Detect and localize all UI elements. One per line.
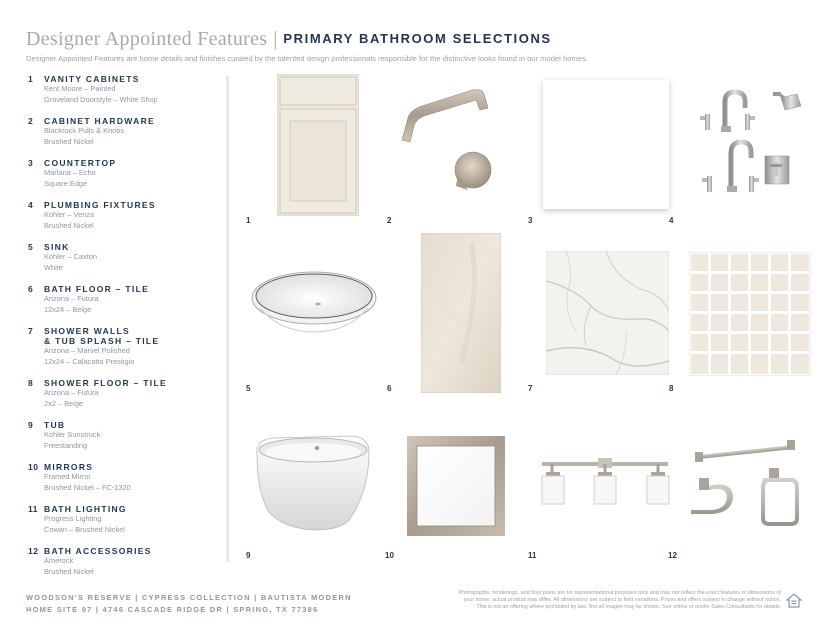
item-name: PLUMBING FIXTURES (44, 200, 156, 210)
disclaimer-line: your home; actual product may differ. All dimensions are subject to field variations. Prices and offers subject to change without notice. (463, 597, 781, 603)
page-subtitle: Designer Appointed Features are home details and finishes curated by the talented design professionals responsible for the distinctive looks found in our model homes. (26, 54, 588, 63)
list-item (28, 242, 218, 273)
grid-label: 3 (528, 216, 533, 225)
community-info (26, 592, 352, 616)
list-item (28, 462, 218, 493)
item-detail: Amerock (44, 556, 74, 565)
item-detail: Framed Mirror (44, 472, 91, 481)
item-detail: Kohler Sunstruck (44, 430, 101, 439)
item-detail: Arizona – Futura (44, 294, 99, 303)
item-name: BATH FLOOR – TILE (44, 284, 150, 294)
item-detail: Cowan – Brushed Nickel (44, 524, 125, 534)
tub-swatch (253, 432, 373, 532)
item-detail: 12x24 – Beige (44, 304, 92, 314)
item-name: VANITY CABINETS (44, 74, 140, 84)
item-name: TUB (44, 420, 66, 430)
item-number: 11 (28, 504, 38, 514)
item-detail: Blackrock Pulls & Knobs (44, 126, 125, 135)
item-number: 10 (28, 462, 39, 472)
list-item (28, 74, 218, 105)
item-number: 12 (28, 546, 39, 556)
item-detail: Brushed Nickel (44, 220, 94, 230)
item-detail: Kohler – Caxton (44, 252, 97, 261)
plumbing-fixtures-swatch (693, 86, 813, 201)
disclaimer-line: This is not an offering where prohibited by law. Not all images may be shown. See online or onsite Sales Consultants for details. (476, 604, 781, 610)
item-detail: White (44, 262, 63, 272)
item-detail: Arizona – Marvel Polished (44, 346, 130, 355)
list-item (28, 546, 218, 577)
page-header (26, 28, 816, 63)
grid-label: 9 (246, 551, 251, 560)
grid-label: 12 (668, 551, 677, 560)
shower-floor-tile-swatch (689, 252, 811, 376)
item-number: 1 (28, 74, 34, 84)
item-detail: 12x24 – Calacatta Prestigio (44, 356, 135, 366)
community-line: WOODSON'S RESERVE | CYPRESS COLLECTION | BAUTISTA MODERN (26, 593, 352, 602)
sink-swatch (250, 268, 378, 336)
grid-label: 11 (528, 551, 537, 560)
item-detail: Brushed Nickel (44, 136, 94, 146)
list-item (28, 326, 218, 367)
item-detail: Freestanding (44, 440, 88, 450)
item-detail: Brushed Nickel – FC-1320 (44, 482, 131, 492)
disclaimer-line: Photographs, renderings, and floor plans are for representational purposes only and may not reflect the exact features or dimensions of (458, 590, 781, 596)
bath-accessories-swatch (689, 436, 809, 526)
shower-wall-tile-swatch (546, 251, 669, 375)
grid-label: 4 (669, 216, 674, 225)
item-number: 7 (28, 326, 34, 336)
item-name: SHOWER FLOOR – TILE (44, 378, 167, 388)
list-item (28, 200, 218, 231)
item-name: COUNTERTOP (44, 158, 117, 168)
bath-lighting-swatch (538, 456, 672, 506)
item-number: 5 (28, 242, 34, 252)
bath-floor-tile-swatch (421, 233, 501, 393)
item-detail: Brushed Nickel (44, 566, 94, 576)
item-number: 6 (28, 284, 34, 294)
item-detail: Kent Moore – Painted (44, 84, 116, 93)
selections-list (28, 74, 218, 577)
item-name: CABINET HARDWARE (44, 116, 155, 126)
page-title: Designer Appointed Features (26, 28, 268, 50)
address-line: HOME SITE 97 | 4746 CASCADE RIDGE DR | SPRING, TX 77386 (26, 605, 319, 614)
section-title: PRIMARY BATHROOM SELECTIONS (283, 31, 552, 46)
equal-housing-opportunity-icon (786, 593, 802, 609)
grid-label: 10 (385, 551, 394, 560)
list-item (28, 284, 218, 315)
list-item (28, 378, 218, 409)
countertop-swatch (543, 80, 669, 209)
grid-label: 1 (246, 216, 251, 225)
grid-label: 8 (669, 384, 674, 393)
item-detail: Square Edge (44, 178, 88, 188)
item-name: SINK (44, 242, 70, 252)
grid-label: 5 (246, 384, 251, 393)
vertical-divider (226, 76, 229, 562)
item-name-continued: & TUB SPLASH – TILE (44, 336, 160, 346)
grid-label: 7 (528, 384, 533, 393)
item-detail: Groveland Doorstyle – White Shoji (44, 94, 157, 104)
item-name: MIRRORS (44, 462, 94, 472)
item-number: 4 (28, 200, 34, 210)
grid-label: 2 (387, 216, 392, 225)
item-number: 9 (28, 420, 34, 430)
item-detail: 2x2 – Beige (44, 398, 84, 408)
item-detail: Kohler – Venza (44, 210, 95, 219)
item-detail: Progress Lighting (44, 514, 102, 523)
mirror-swatch (407, 436, 505, 536)
item-number: 8 (28, 378, 34, 388)
item-name: BATH LIGHTING (44, 504, 127, 514)
vanity-cabinet-swatch (277, 74, 359, 216)
item-number: 2 (28, 116, 34, 126)
list-item (28, 116, 218, 147)
list-item (28, 158, 218, 189)
list-item (28, 420, 218, 451)
item-detail: Marlana – Echo (44, 168, 96, 177)
title-separator: | (273, 28, 278, 50)
cabinet-hardware-swatch (398, 82, 493, 192)
item-detail: Arizona – Futura (44, 388, 99, 397)
item-number: 3 (28, 158, 34, 168)
disclaimer (398, 590, 781, 611)
list-item (28, 504, 218, 535)
title-line (26, 28, 816, 51)
grid-label: 6 (387, 384, 392, 393)
item-name: SHOWER WALLS (44, 326, 130, 336)
item-name: BATH ACCESSORIES (44, 546, 152, 556)
